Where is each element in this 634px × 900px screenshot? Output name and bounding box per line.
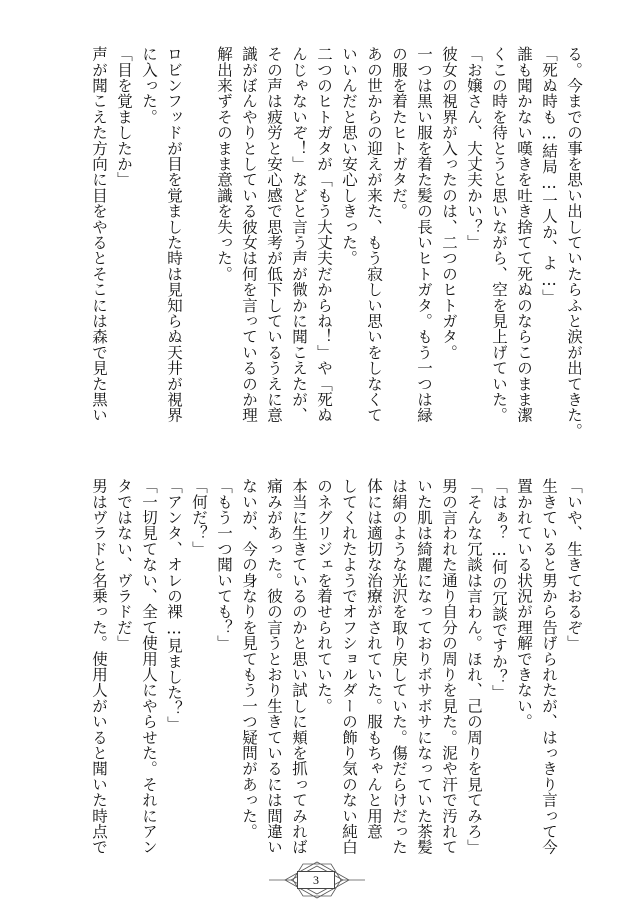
text-line: 一つは黒い服を着た髪の長いヒトガタ。もう一つは緑 (415, 46, 433, 423)
text-line: 誰も聞かない嘆きを吐き捨てて死ぬのならこのまま潔 (515, 46, 533, 423)
text-line: に入った。 (140, 46, 158, 125)
text-line: いた肌は綺麗になっておりボサボサになっていた茶髪 (415, 478, 433, 855)
text-line: んじゃないぞ！」などと言う声が微かに聞こえたが、 (290, 46, 308, 423)
text-line: 「目を覚ましたか」 (115, 46, 133, 188)
text-line: してくれたようでオフショルダーの飾り気のない純白 (340, 478, 358, 855)
text-line: 「死ぬ時も…結局…一人か、よ…」 (540, 46, 558, 305)
text-line: 声が聞こえた方向に目をやるとそこには森で見た黒い (90, 46, 108, 423)
text-line: 「そんな冗談は言わん。ほれ、己の周りを見てみろ」 (465, 478, 483, 855)
text-line: 生きていると男から告げられたが、はっきり言って今 (540, 478, 558, 855)
text-line: 「いや、生きておるぞ」 (565, 478, 583, 651)
text-line: 置かれている状況が理解できない。 (515, 478, 533, 730)
text-line: その声は疲労と安心感で思考が低下しているうえに意 (265, 46, 283, 423)
text-line: る。今までの事を思い出していたらふと涙が出てきた。 (565, 46, 583, 438)
text-line: タではない、ヴラドだ」 (115, 478, 133, 651)
text-line: くこの時を待とうと思いながら、空を見上げていた。 (490, 46, 508, 423)
text-line: 体には適切な治療がされていた。服もちゃんと用意 (365, 478, 383, 840)
text-line: 識がぼんやりとしている彼女は何を言っているのか理 (240, 46, 258, 423)
text-line: 男はヴラドと名乗った。使用人がいると聞いた時点で (90, 478, 108, 855)
page-number: 3 (297, 871, 335, 889)
text-line: ないが、今の身なりを見てもう一つ疑問があった。 (240, 478, 258, 840)
bottom-text-block (86, 478, 586, 870)
top-text-block (86, 46, 586, 438)
text-line: 二つのヒトガタが「もう大丈夫だからね！」や「死ぬ (315, 46, 333, 423)
text-line: 男の言われた通り自分の周りを見た。泥や汗で汚れて (440, 478, 458, 855)
text-line: 「お嬢さん、大丈夫かい？」 (465, 46, 483, 251)
text-line: の服を着たヒトガタだ。 (390, 46, 408, 219)
text-line: 「何だ？」 (190, 478, 208, 557)
text-line: 「アンタ、オレの裸…見ました？」 (165, 478, 183, 732)
text-line: ロビンフッドが目を覚ました時は見知らぬ天井が視界 (165, 46, 183, 423)
text-line: 解出来ずそのまま意識を失った。 (215, 46, 233, 282)
text-line: 本当に生きているのかと思い試しに頬を抓ってみれば (290, 478, 308, 855)
text-line (186, 46, 211, 438)
text-line: は絹のような光沢を取り戻していた。傷だらけだった (390, 478, 408, 855)
text-line: 「一切見てない、全て使用人にやらせた。それにアン (140, 478, 158, 855)
text-line: のネグリジェを着せられていた。 (315, 478, 333, 714)
text-line: 「もう一つ聞いても？」 (215, 478, 233, 651)
text-line: 痛みがあった。彼の言うとおり生きているには間違い (265, 478, 283, 855)
text-line: いいんだと思い安心しきった。 (340, 46, 358, 266)
text-line: あの世からの迎えが来た、もう寂しい思いをしなくて (365, 46, 383, 423)
text-line: 彼女の視界が入ったのは、二つのヒトガタ。 (440, 46, 458, 360)
text-line: 「はぁ？…何の冗談ですか？」 (490, 478, 508, 701)
